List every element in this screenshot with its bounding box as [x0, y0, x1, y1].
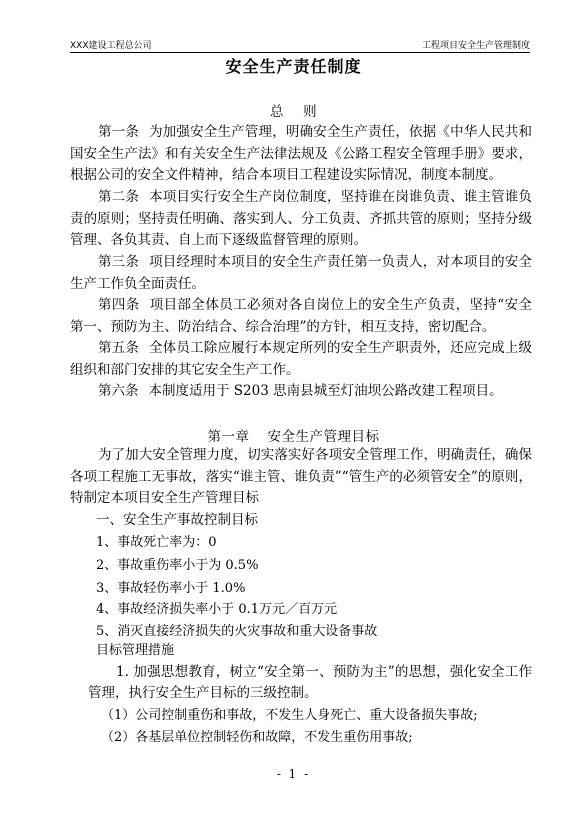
article-1 [70, 122, 532, 187]
general-heading [0, 100, 587, 120]
header-document-title: 工程项目安全生产管理制度 [421, 41, 530, 51]
article-label: 第五条 [98, 340, 140, 356]
goal-item: 5、消灭直接经济损失的火灾事故和重大设备事故 [96, 624, 378, 639]
general-heading-text: 总 则 [269, 104, 318, 120]
goal-item: 3、事故轻伤率小于 1.0% [96, 581, 246, 596]
article-text: 项目部全体员工必须对各自岗位上的安全生产负责，坚持“安全第一、预防为主、防治结合、综合治理”的方针，相互支持，密切配合。 [70, 297, 533, 335]
article-label: 第一条 [98, 124, 140, 140]
sub-item: （2）各基层单位控制轻伤和故障，不发生重伤用事故; [101, 730, 413, 745]
goal-item: 2、事故重伤率小于为 0.5% [96, 558, 259, 573]
article-text: 为加强安全生产管理，明确安全生产责任，依据《中华人民共和国安全生产法》和有关安全生产法律法规及《公路工程安全管理手册》要求，根据公司的安全文件精神，结合本项目工程建设实际情况，制度本制度。 [70, 124, 533, 183]
measure-1: 1. 加强思想教育，树立“安全第一、预防为主”的思想，强化安全工作管理，执行安全生产目标的三级控制。 [88, 664, 532, 701]
article-text: 本制度适用于 S203 思南县城至灯油坝公路改建工程项目。 [148, 383, 503, 399]
chapter-intro: 为了加大安全管理力度，切实落实好各项安全管理工作，明确责任，确保各项工程施工无事故，落实“谁主管、谁负责”“管生产的必须管安全”的原则，特制定本项目安全生产管理目标 [70, 447, 532, 506]
header-company: XXX建设工程总公司 [70, 41, 152, 51]
goal-item: 1、事故死亡率为：0 [96, 535, 217, 550]
article-3 [70, 252, 532, 295]
goals-heading: 一、安全生产事故控制目标 [96, 512, 258, 528]
header-rule [70, 52, 530, 53]
article-2 [70, 187, 532, 252]
chapter-heading [0, 425, 587, 445]
article-text: 本项目实行安全生产岗位制度，坚持谁在岗谁负责、谁主管谁负责的原则；坚持责任明确、落实到人、分工负责、齐抓共管的原则；坚持分级管理、各负其责、自上而下逐级监督管理的原则。 [70, 189, 533, 248]
chapter-label: 第一章 [207, 429, 250, 445]
measures-heading: 目标管理措施 [96, 643, 175, 658]
article-4 [70, 295, 532, 338]
article-label: 第二条 [98, 189, 140, 205]
article-label: 第四条 [98, 297, 140, 313]
sub-item: （1）公司控制重伤和事故，不发生人身死亡、重大设备损失事故; [101, 708, 478, 723]
document-title: 安全生产责任制度 [225, 57, 362, 76]
article-5 [70, 338, 532, 381]
page-number: - 1 - [276, 767, 311, 781]
article-label: 第六条 [98, 383, 139, 399]
chapter-title: 安全生产管理目标 [267, 429, 380, 445]
article-text: 全体员工除应履行本规定所列的安全生产职责外，还应完成上级组织和部门安排的其它安全生产工作。 [70, 340, 533, 378]
article-label: 第三条 [98, 254, 140, 270]
article-text: 项目经理时本项目的安全生产责任第一负责人，对本项目的安全生产工作负全面责任。 [70, 254, 533, 292]
goal-item: 4、事故经济损失率小于 0.1万元／百万元 [96, 602, 338, 617]
article-6 [70, 381, 532, 403]
